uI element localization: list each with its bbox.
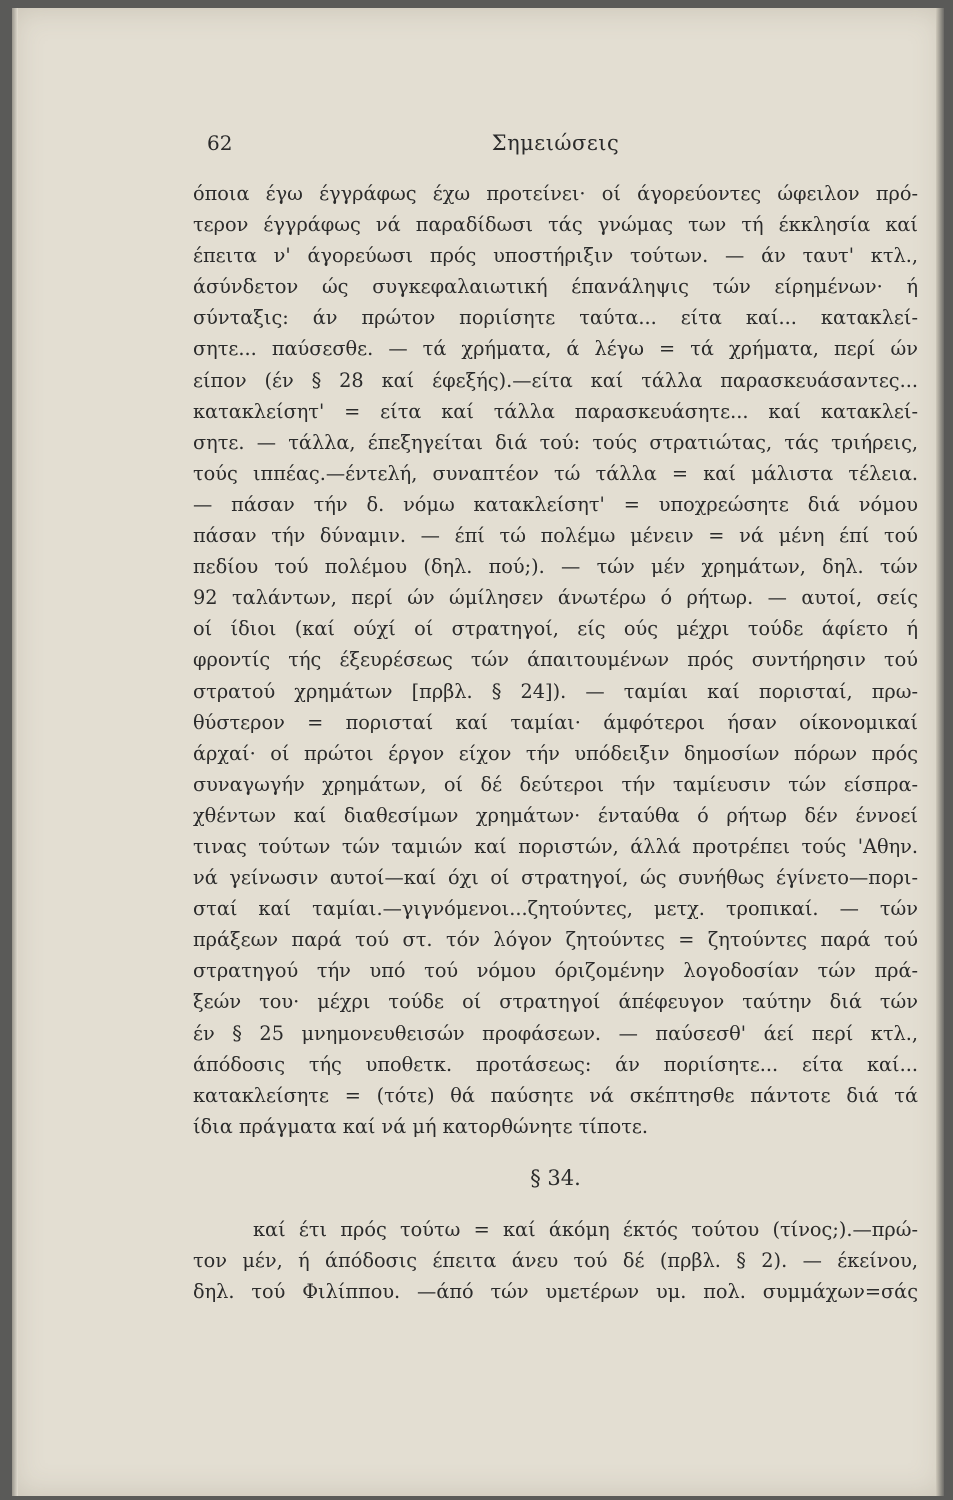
text-line: έν § 25 μνημονευθεισών προφάσεων. — παύσεσθ' άεί περί κτλ., (193, 1021, 918, 1045)
paragraph-1 (193, 178, 918, 1142)
text-line: σταί καί ταμίαι.—γιγνόμενοι...ζητούντες, μετχ. τροπικαί. — τών (193, 897, 918, 921)
text-line: φροντίς τής έξευρέσεως τών άπαιτουμένων πρός συντήρησιν τού (193, 648, 918, 672)
text-line: στρατηγού τήν υπό τού νόμου όριζομένην λογοδοσίαν τών πρά- (193, 959, 918, 983)
text-line: θύστερον = πορισταί καί ταμίαι· άμφότεροι ήσαν οίκονομικαί (193, 710, 918, 734)
text-line: συναγωγήν χρημάτων, οί δέ δεύτεροι τήν ταμίευσιν τών είσπρα- (193, 772, 918, 796)
text-line: άσύνδετον ώς συγκεφαλαιωτική έπανάληψις τών είρημένων· ή (193, 275, 918, 299)
text-line: κατακλείσητ' = είτα καί τάλλα παρασκευάσητε... καί κατακλεί- (193, 399, 918, 423)
running-head: Σημειώσεις (491, 131, 620, 155)
page-number: 62 (207, 131, 233, 155)
page-edge-left (12, 8, 18, 1496)
text-line: τερον έγγράφως νά παραδίδωσι τάς γνώμας των τή έκκλησία καί (193, 213, 918, 237)
text-line: ξεών του· μέχρι τούδε οί στρατηγοί άπέφευγον ταύτην διά τών (193, 990, 918, 1014)
text-line: πάσαν τήν δύναμιν. — έπί τώ πολέμω μένειν = νά μένη έπί τού (193, 524, 918, 548)
text-line: δηλ. τού Φιλίππου. —άπό τών υμετέρων υμ. πολ. συμμάχων=σάς (193, 1280, 918, 1304)
text-line: είπον (έν § 28 καί έφεξής).—είτα καί τάλλα παρασκευάσαντες... (193, 368, 918, 392)
text-line: σητε... παύσεσθε. — τά χρήματα, ά λέγω = τά χρήματα, περί ών (193, 337, 918, 361)
text-line: πεδίου τού πολέμου (δηλ. πού;). — τών μέν χρημάτων, δηλ. τών (193, 555, 918, 579)
text-line: τον μέν, ή άπόδοσις έπειτα άνευ τού δέ (πρβλ. § 2). — έκείνου, (193, 1249, 918, 1272)
text-line: καί έτι πρός τούτω = καί άκόμη έκτός τούτου (τίνος;).—πρώ- (253, 1217, 918, 1241)
paragraph-2 (193, 1214, 918, 1307)
text-line: ίδια πράγματα καί νά μή κατορθώνητε τίποτε. (193, 1114, 649, 1138)
text-line: σύνταξις: άν πρώτον ποριίσητε ταύτα... είτα καί... κατακλεί- (193, 306, 918, 330)
text-line: άρχαί· οί πρώτοι έργον είχον τήν υπόδειξιν δημοσίων πόρων πρός (193, 741, 918, 765)
text-line: σητε. — τάλλα, έπεξηγείται διά τού: τούς στρατιώτας, τάς τριήρεις, (193, 430, 918, 454)
text-line: όποια έγω έγγράφως έχω προτείνει· οί άγορεύοντες ώφειλον πρό- (193, 182, 918, 205)
section-heading: § 34. (530, 1165, 581, 1190)
text-line: νά γείνωσιν αυτοί—καί όχι οί στρατηγοί, ώς συνήθως έγίνετο—πορι- (193, 866, 918, 890)
text-line: 92 ταλάντων, περί ών ώμίλησεν άνωτέρω ό ρήτωρ. — αυτοί, σείς (193, 586, 918, 610)
text-line: στρατού χρημάτων [πρβλ. § 24]). — ταμίαι καί πορισταί, πρω- (193, 679, 918, 703)
body-text (193, 178, 918, 1307)
page-edge-right (936, 8, 944, 1496)
page-header (193, 131, 918, 161)
text-line: κατακλείσητε = (τότε) θά παύσητε νά σκέπτησθε πάντοτε διά τά (193, 1083, 918, 1107)
text-line: τούς ιππέας.—έντελή, συναπτέον τώ τάλλα = καί μάλιστα τέλεια. (193, 461, 918, 485)
text-line: πράξεων παρά τού στ. τόν λόγον ζητούντες = ζητούντες παρά τού (193, 928, 918, 952)
text-line: — πάσαν τήν δ. νόμω κατακλείσητ' = υποχρεώσητε διά νόμου (193, 492, 918, 516)
text-line: άπόδοσις τής υποθετκ. προτάσεως: άν ποριίσητε... είτα καί... (193, 1052, 918, 1076)
text-line: έπειτα ν' άγορεύωσι πρός υποστήριξιν τούτων. — άν ταυτ' κτλ., (193, 244, 918, 268)
text-line: οί ίδιοι (καί ούχί οί στρατηγοί, είς ούς μέχρι τούδε άφίετο ή (193, 617, 918, 641)
text-line: τινας τούτων τών ταμιών καί ποριστών, άλλά προτρέπει τούς 'Αθην. (193, 834, 918, 858)
text-line: χθέντων καί διαθεσίμων χρημάτων· ένταύθα ό ρήτωρ δέν έννοεί (193, 803, 918, 827)
